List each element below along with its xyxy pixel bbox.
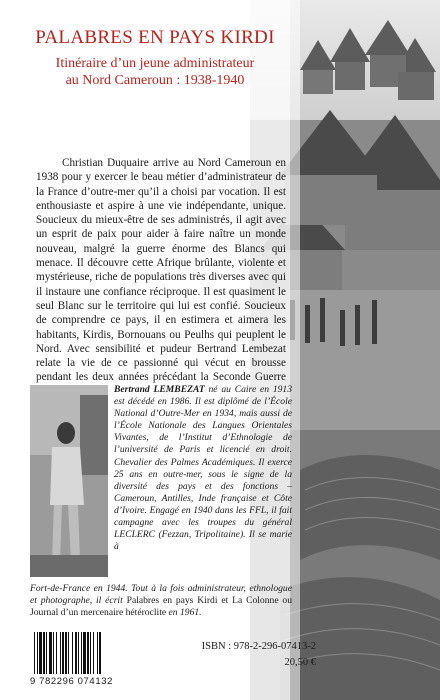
barcode-bar (93, 632, 94, 674)
author-bio-bottom (30, 583, 292, 619)
subtitle-line-1: Itinéraire d’un jeune administrateur (55, 56, 255, 71)
bio-bottom-text-b: et (221, 595, 229, 607)
bio-bottom-text-a: Fort-de-France en 1944. Tout à la fois administrateur, ethnologue et photographe, il écrit (30, 583, 292, 607)
book-title: PALABRES EN PAYS KIRDI (35, 27, 275, 48)
author-portrait (30, 385, 108, 577)
book-subtitle (20, 55, 290, 89)
book-reference-2: La Colonne ou Journal d’un mercenaire hétéroclite (30, 595, 293, 619)
author-name: Bertrand LEMBEZAT (114, 384, 205, 395)
barcode-bar (83, 632, 86, 674)
barcode-bar (87, 632, 89, 674)
barcode-bar (75, 632, 77, 674)
barcode-bar (46, 632, 47, 674)
back-cover-blurb: Christian Duquaire arrive au Nord Cameroun en 1938 pour y exercer le beau métier d’administrateur de la France d’outre-mer qu’il a choisi par vocation. Il est enthousiaste et aspire à une vie indépendante, unique. Soucieux du mieux-être de ses administrés, il agit avec un esprit de paix pour aider à faire naître un monde nouveau, malgré la guerre énorme des Blancs qui menace. Il découvre cette Afrique brûlante, violente et mystérieuse, riche de populations très diverses avec qui il instaure une confiance réciproque. Il est quasiment le seul Blanc sur le territoire qui lui est confié. Soucieux de comprendre ce pays, il en estimera et aimera les habitants, Kirdis, Bornouans ou Peulhs qui peuplent le Nord. Avec sensibilité et pudeur Bertrand Lembezat relate la vie de ce passionné qui vécut en brousse pendant les deux années précédant la Seconde Guerre (36, 157, 286, 384)
subtitle-line-2: au Nord Cameroun : 1938-1940 (65, 73, 245, 88)
barcode-digits: 9 782296 074132 (30, 676, 113, 687)
barcode-bar (37, 632, 38, 674)
barcode-bar (72, 632, 73, 674)
barcode-bar (99, 632, 101, 674)
author-bio-side (114, 384, 292, 553)
barcode-bar (56, 632, 57, 674)
barcode-bar (81, 632, 82, 674)
barcode-bar (60, 632, 61, 674)
barcode-bar (49, 632, 52, 674)
barcode-bar (53, 632, 54, 674)
barcode-bar (39, 632, 42, 674)
barcode-bar (90, 632, 91, 674)
barcode-bars (30, 632, 140, 676)
barcode-bar (78, 632, 79, 674)
barcode-bar (65, 632, 67, 674)
author-bio-text: né au Caire en 1913 est décédé en 1986. Il est diplômé de l’École National d’Outre-Mer en 1934, mais aussi de l’École Nationale des Langues Orientales Vivantes, de l’Institut d’Ethnologie de l’université de Paris et licencié en droit. Chevalier des Palmes Académiques. Il exerce 25 ans en outre-mer, sous le signe de la diversité des pays et des fonctions – Cameroun, Antilles, Inde française et Côte d’Ivoire. Engagé en 1940 dans les FFL, il fait campagne avec les troupes du général LECLERC (Fezzan, Tripolitaine). Il se marie à (114, 384, 293, 553)
barcode-bar (97, 632, 98, 674)
barcode-bar (34, 632, 35, 674)
barcode-bar (68, 632, 69, 674)
barcode-bar (62, 632, 64, 674)
price-label: 20,50 € (284, 657, 316, 668)
barcode-bar (43, 632, 45, 674)
isbn-label: ISBN : 978-2-296-07413-2 (201, 641, 316, 652)
title-block (20, 27, 290, 89)
bio-bottom-text-c: en 1961. (168, 607, 202, 619)
barcode (30, 632, 140, 688)
book-reference-1: Palabres en pays Kirdi (126, 595, 218, 607)
